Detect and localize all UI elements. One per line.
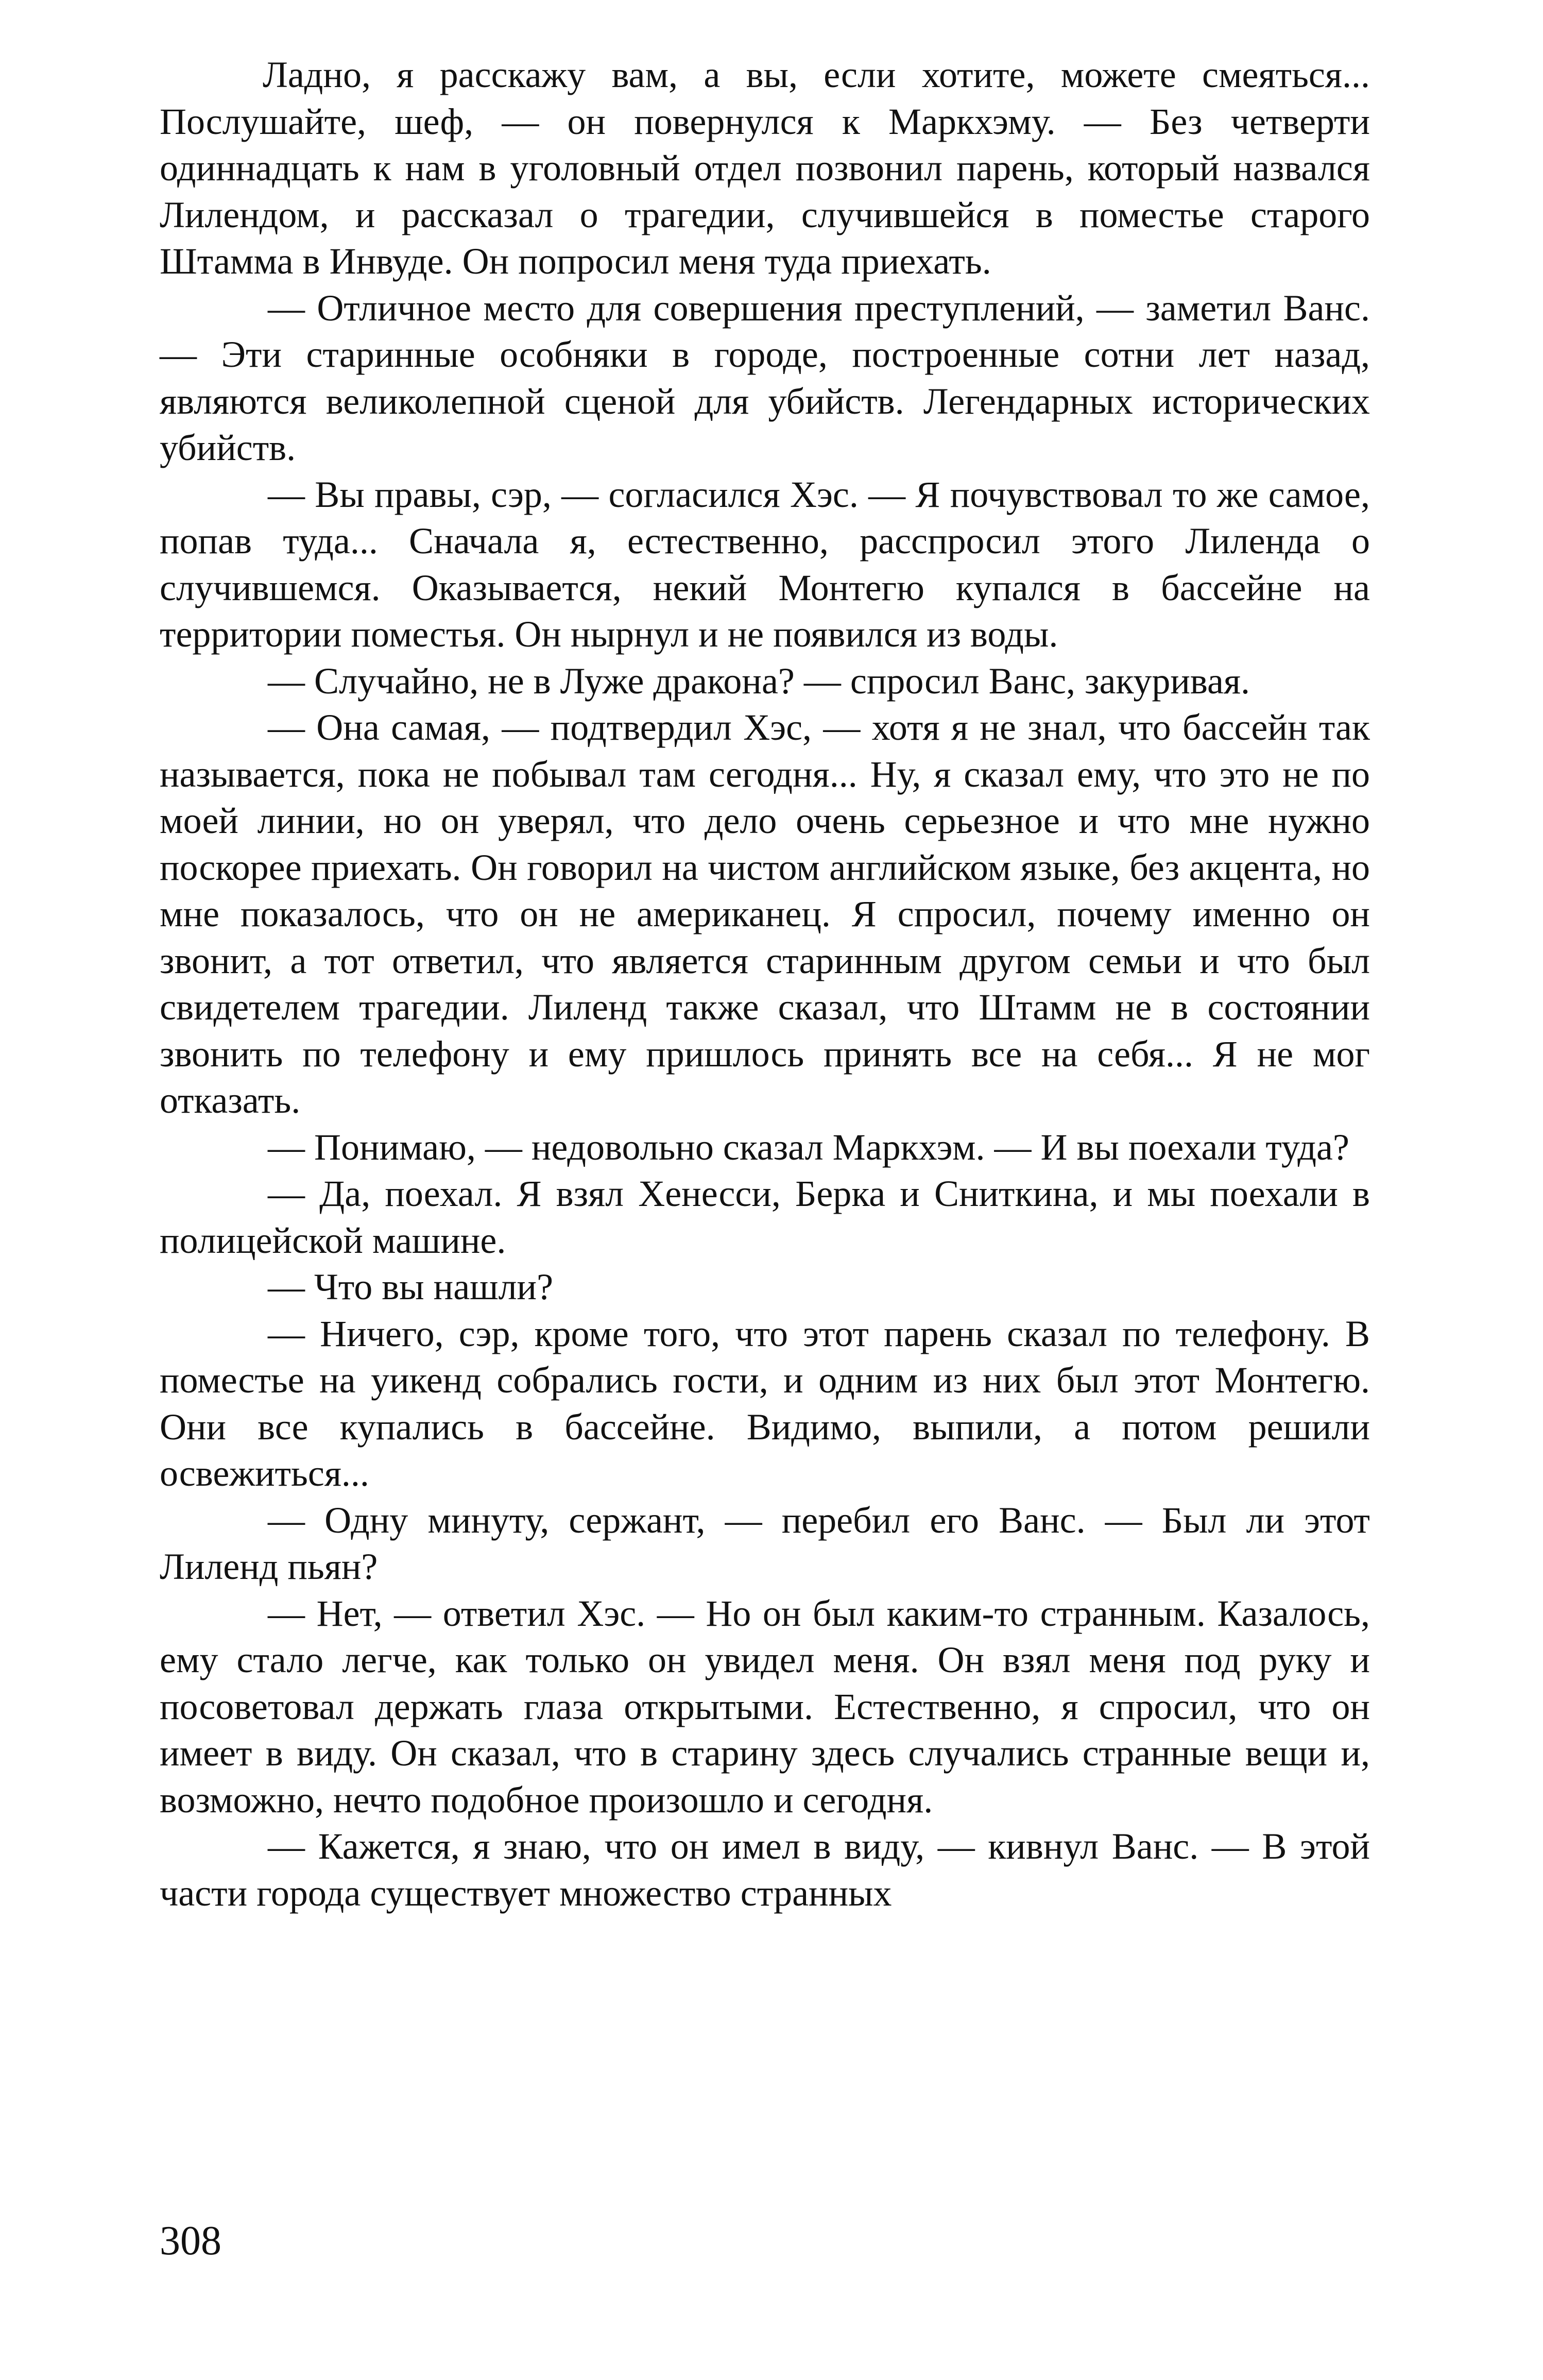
paragraph: — Кажется, я знаю, что он имел в виду, — кивнул Ванс. — В этой части города существует множество странных — [160, 1826, 1370, 1914]
paragraph: — Что вы нашли? — [268, 1266, 554, 1307]
paragraph: Ладно, я расскажу вам, а вы, если хотите, можете смеяться... Послушайте, шеф, — он повернулся к Маркхэму. — Без четверти одиннадцать к нам в уголовный отдел позвонил парень, который назвался Лилендом, и рассказал о трагедии, случившейся в поместье старого Штамма в Инвуде. Он попросил меня туда приехать. — [160, 54, 1370, 282]
paragraph: — Одну минуту, сержант, — перебил его Ванс. — Был ли этот Лиленд пьян? — [160, 1499, 1370, 1587]
paragraph: — Ничего, сэр, кроме того, что этот парень сказал по телефону. В поместье на уикенд собрались гости, и одним из них был этот Монтегю. Они все купались в бассейне. Видимо, выпили, а потом решили освежиться... — [160, 1313, 1370, 1494]
paragraph: — Она самая, — подтвердил Хэс, — хотя я не знал, что бассейн так называется, пока не побывал там сегодня... Ну, я сказал ему, что это не по моей линии, но он уверял, что дело очень серьезное и что мне нужно поскорее приехать. Он говорил на чистом английском языке, без акцента, но мне показалось, что он не американец. Я спросил, почему именно он звонит, а тот ответил, что является старинным другом семьи и что был свидетелем трагедии. Лиленд также сказал, что Штамм не в состоянии звонить по телефону и ему пришлось принять все на себя... Я не мог отказать. — [160, 707, 1370, 1121]
paragraph: — Нет, — ответил Хэс. — Но он был каким-то странным. Казалось, ему стало легче, как только он увидел меня. Он взял меня под руку и посоветовал держать глаза открытыми. Естественно, я спросил, что он имеет в виду. Он сказал, что в старину здесь случались странные вещи и, возможно, нечто подобное произошло и сегодня. — [160, 1592, 1370, 1821]
paragraph: — Отличное место для совершения преступлений, — заметил Ванс. — Эти старинные особняки в городе, построенные сотни лет назад, являются великолепной сценой для убийств. Легендарных исторических убийств. — [160, 287, 1370, 468]
page-number: 308 — [160, 2218, 221, 2264]
paragraph: — Понимаю, — недовольно сказал Маркхэм. — И вы поехали туда? — [268, 1126, 1349, 1168]
page-text — [160, 52, 1370, 1916]
paragraph: — Случайно, не в Луже дракона? — спросил Ванс, закуривая. — [268, 660, 1250, 702]
paragraph: — Вы правы, сэр, — согласился Хэс. — Я почувствовал то же самое, попав туда... Сначала я, естественно, расспросил этого Лиленда о случившемся. Оказывается, некий Монтегю купался в бассейне на территории поместья. Он нырнул и не появился из воды. — [160, 473, 1370, 655]
paragraph: — Да, поехал. Я взял Хенесси, Берка и Сниткина, и мы поехали в полицейской машине. — [160, 1173, 1370, 1261]
